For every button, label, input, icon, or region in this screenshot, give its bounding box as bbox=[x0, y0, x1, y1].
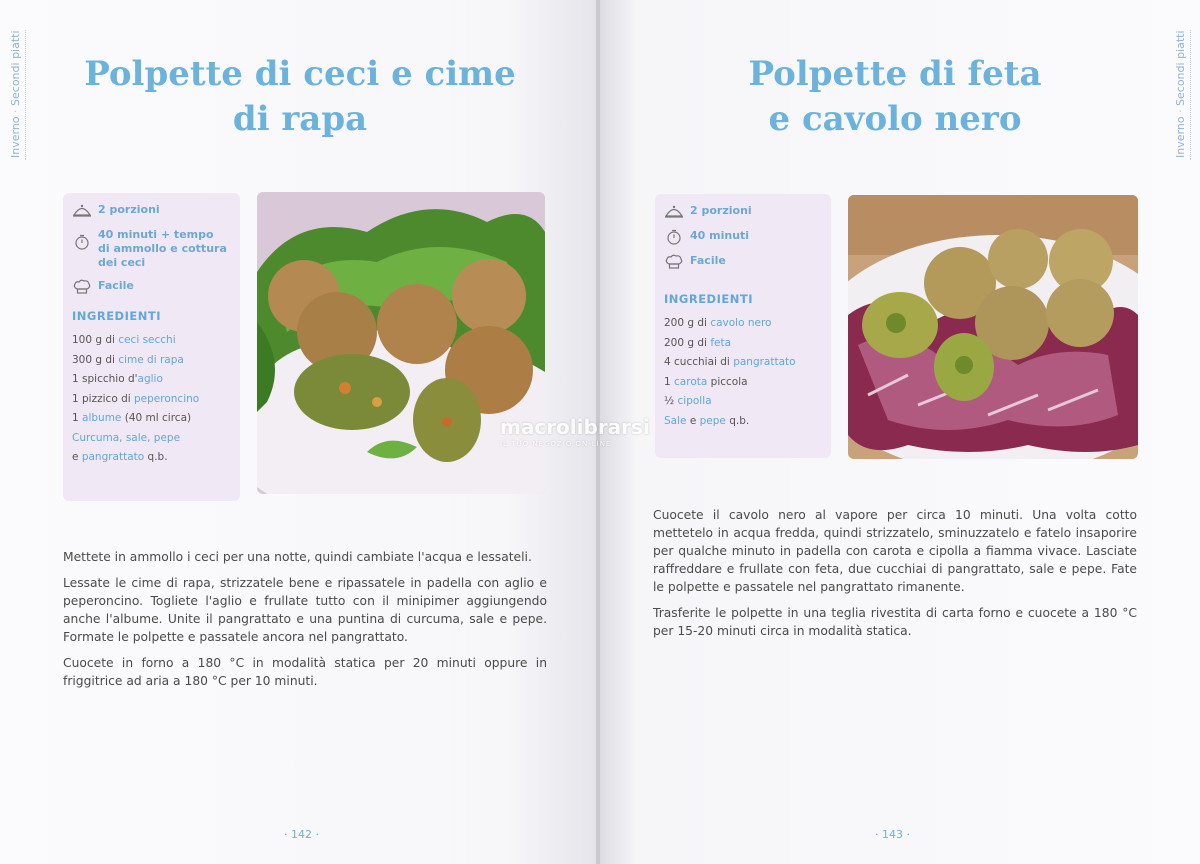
ingredient-item: 300 g di cime di rapa bbox=[72, 353, 184, 366]
cloche-icon bbox=[664, 204, 684, 220]
watermark: macrolibrarsi IL TUO NEGOZIO ON-LINE bbox=[500, 415, 650, 448]
difficulty-row: Facile bbox=[72, 279, 231, 295]
ingredient-item: Sale e pepe q.b. bbox=[664, 414, 750, 427]
left-section-tab: Inverno · Secondi piatti bbox=[9, 30, 26, 160]
left-recipe-photo bbox=[257, 192, 545, 494]
ingredient-item: 4 cucchiai di pangrattato bbox=[664, 356, 796, 368]
feta-balls-photo bbox=[848, 195, 1138, 459]
ingredients-heading: INGREDIENTI bbox=[664, 292, 753, 306]
left-info-box bbox=[63, 193, 240, 501]
left-instructions: Mettete in ammollo i ceci per una notte, quindi cambiate l'acqua e lessateli. Lessate le cime di rapa, strizzatele bene e ripassatele in padella con aglio e peperoncino. Togliete l'aglio e frullate tutto con il minipimer aggiungendo anche l'albume. Unite il pangrattato e una puntina di curcuma, sale e pepe. Formate le polpette e passatele ancora nel pangrattato. Cuocete in forno a 180 °C in modalità statica per 20 minuti oppure in friggitrice ad aria a 180 °C per 10 minuti. bbox=[63, 550, 547, 688]
difficulty-row: Facile bbox=[664, 254, 822, 270]
stopwatch-icon bbox=[664, 229, 684, 245]
chickpea-balls-photo bbox=[257, 192, 545, 494]
servings-row: 2 porzioni bbox=[72, 203, 231, 219]
servings-row: 2 porzioni bbox=[664, 204, 822, 220]
ingredient-item: 1 pizzico di peperoncino bbox=[72, 392, 200, 405]
ingredients-list bbox=[72, 331, 231, 468]
right-instructions: Cuocete il cavolo nero al vapore per circa 10 minuti. Una volta cotto mettetelo in acqua fredda, quindi strizzatelo, sminuzzatelo e fatelo insaporire per qualche minuto in padella con carota e cipolla a fiamma vivace. Lasciate raffreddare e frullate con feta, due cucchiai di pangrattato, sale e pepe. Fate le polpette e passatele nel pangrattato rimanente. Trasferite le polpette in una teglia rivestita di carta forno e cuocete a 180 °C per 15-20 minuti circa in modalità statica. bbox=[653, 508, 1137, 638]
ingredient-item: 200 g di feta bbox=[664, 336, 732, 349]
time-row: 40 minuti bbox=[664, 229, 822, 245]
right-section-tab: Inverno · Secondi piatti bbox=[1174, 30, 1191, 160]
ingredient-item: 200 g di cavolo nero bbox=[664, 317, 772, 329]
chef-hat-icon bbox=[72, 279, 92, 295]
right-page bbox=[600, 0, 1200, 864]
left-page-number: · 142 · bbox=[284, 828, 319, 841]
right-page-number: · 143 · bbox=[875, 828, 910, 841]
ingredient-item: 1 spicchio d'aglio bbox=[72, 373, 163, 385]
ingredient-item: e pangrattato q.b. bbox=[72, 451, 168, 463]
ingredient-item: Curcuma, sale, pepe bbox=[72, 431, 181, 444]
left-recipe-title: Polpette di ceci e cime di rapa bbox=[84, 54, 516, 139]
right-recipe-photo bbox=[848, 195, 1138, 459]
cloche-icon bbox=[72, 203, 92, 219]
ingredients-heading: INGREDIENTI bbox=[72, 309, 161, 323]
right-info-box bbox=[655, 194, 831, 458]
ingredient-item: ½ cipolla bbox=[664, 395, 712, 407]
stopwatch-icon bbox=[72, 234, 92, 250]
time-row: 40 minuti + tempo di ammollo e cottura dei ceci bbox=[72, 228, 231, 270]
ingredient-item: 100 g di ceci secchi bbox=[72, 334, 176, 346]
ingredient-item: 1 carota piccola bbox=[664, 375, 748, 388]
chef-hat-icon bbox=[664, 254, 684, 270]
right-recipe-title: Polpette di feta e cavolo nero bbox=[748, 54, 1042, 139]
ingredient-item: 1 albume (40 ml circa) bbox=[72, 412, 192, 424]
ingredients-list bbox=[664, 314, 822, 431]
